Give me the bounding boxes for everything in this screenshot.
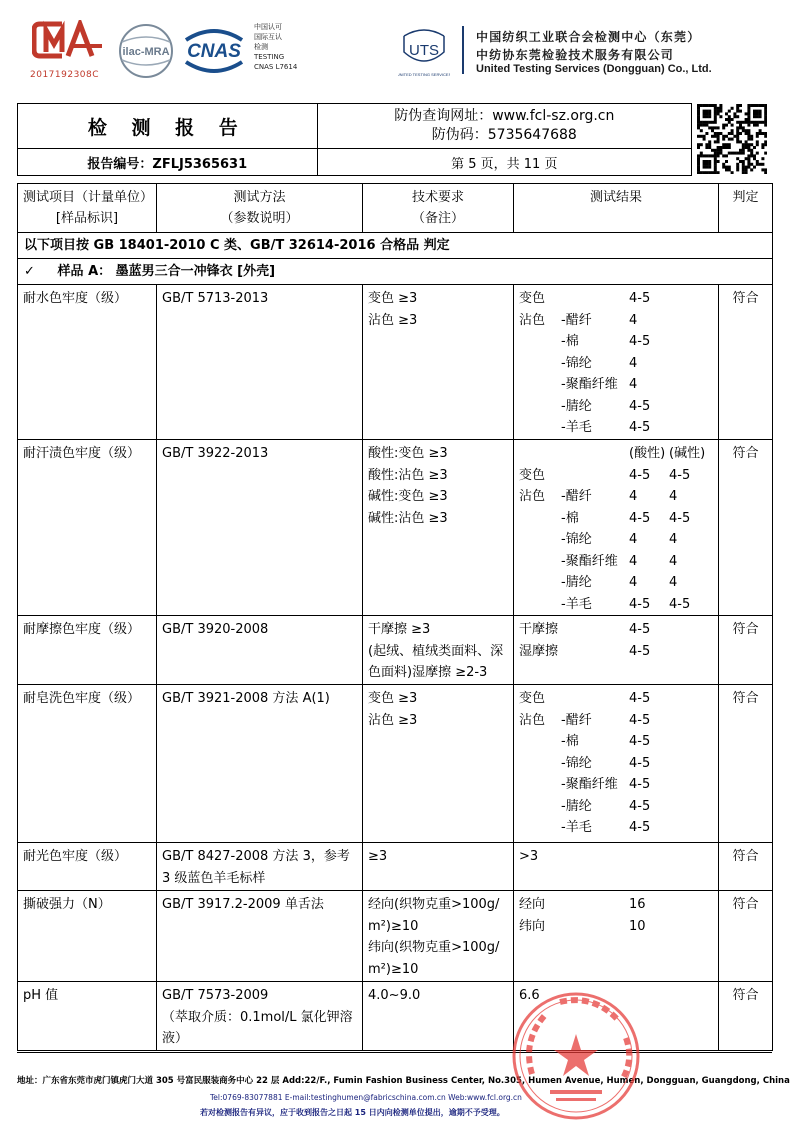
header-text: 测试项目（计量单位）	[23, 190, 154, 205]
method-line: GB/T 7573-2009	[162, 988, 269, 1003]
test-method	[157, 891, 363, 982]
requirement-line: m²)≥10	[368, 961, 419, 977]
col-header-item	[18, 184, 157, 233]
company-cn-1: 中国纺织工业联合会检测中心（东莞）	[476, 30, 701, 44]
result-value: -羊毛	[561, 420, 592, 435]
requirement-line: 沾色 ≥3	[368, 312, 418, 328]
test-method	[157, 440, 363, 616]
accreditation-text	[254, 22, 297, 72]
sample-row	[18, 259, 773, 285]
result-value: 湿摩擦	[519, 643, 559, 659]
judgement: 符合	[719, 440, 773, 616]
company-en: United Testing Services (Dongguan) Co., Ltd.	[476, 63, 712, 75]
table-row	[18, 440, 773, 616]
result-value: 4	[629, 575, 638, 590]
result-value: 4-5	[669, 467, 691, 483]
technical-requirement	[363, 843, 514, 891]
requirement-line: 碱性:沾色 ≥3	[368, 510, 448, 526]
result-line	[519, 508, 713, 530]
result-value: -聚酯纤维	[561, 377, 618, 392]
result-line	[519, 353, 713, 375]
result-line	[519, 796, 713, 818]
table-row	[18, 285, 773, 440]
result-line	[519, 594, 713, 616]
header-text: 测试方法	[233, 190, 286, 205]
result-value: 4-5	[629, 510, 651, 526]
cnas-logo	[178, 24, 250, 76]
result-value: -锦纶	[561, 755, 592, 771]
result-value: 4-5	[629, 398, 651, 414]
result-value: 4-5	[629, 734, 651, 749]
result-value: 4	[669, 532, 678, 547]
test-item: 耐皂洗色牢度（级）	[18, 685, 157, 843]
table-row	[18, 843, 773, 891]
page-info: 第 5 页，共 11 页	[317, 149, 691, 176]
test-method	[157, 685, 363, 843]
test-result	[514, 285, 719, 440]
table-row	[18, 891, 773, 982]
acc-line: 中国认可	[254, 23, 282, 31]
ilac-text: ilac-MRA	[122, 46, 170, 58]
result-value: 4-5	[629, 798, 651, 814]
result-value: 4	[629, 532, 638, 547]
test-result	[514, 685, 719, 843]
result-value: -锦纶	[561, 532, 592, 547]
requirement-line: 纬向(织物克重>100g/	[368, 940, 500, 955]
col-header-judge	[719, 184, 773, 233]
result-value: -羊毛	[561, 820, 592, 835]
acc-line: TESTING	[254, 53, 285, 61]
judgement: 符合	[719, 685, 773, 843]
result-value: -醋纤	[561, 712, 592, 728]
result-value: 变色	[519, 467, 546, 483]
technical-requirement	[363, 982, 514, 1051]
method-line: GB/T 8427-2008 方法 3，参考	[162, 849, 350, 864]
technical-requirement	[363, 440, 514, 616]
result-value: -醋纤	[561, 312, 592, 328]
result-value: 4-5	[669, 510, 691, 526]
test-item: 耐光色牢度（级）	[18, 843, 157, 891]
result-value: -腈纶	[561, 575, 592, 590]
table-header-row	[18, 184, 773, 233]
result-line	[519, 774, 713, 796]
result-value: 变色	[519, 691, 546, 706]
footer-divider	[17, 1052, 772, 1053]
requirement-line: 酸性:变色 ≥3	[368, 446, 448, 461]
anti-fake-url: 防伪查询网址：www.fcl-sz.org.cn	[394, 108, 615, 124]
requirement-line: 碱性:变色 ≥3	[368, 489, 448, 504]
result-value: 4-5	[629, 291, 651, 306]
result-value: -棉	[561, 510, 579, 526]
acc-line: 检测	[254, 43, 268, 51]
result-value: -锦纶	[561, 355, 592, 371]
test-method	[157, 616, 363, 685]
anti-fake-code: 防伪码：5735647688	[431, 127, 577, 143]
result-value: -聚酯纤维	[561, 553, 618, 569]
table-row	[18, 685, 773, 843]
result-value: 4-5	[629, 467, 651, 483]
result-value: 4-5	[629, 643, 651, 659]
col-header-method	[157, 184, 363, 233]
result-line	[519, 443, 713, 465]
standard-row	[18, 233, 773, 259]
result-line	[519, 710, 713, 732]
requirement-line: (起绒、植绒类面料、深	[368, 643, 504, 659]
requirement-line: 4.0~9.0	[368, 988, 421, 1003]
result-line	[519, 529, 713, 551]
result-line	[519, 310, 713, 332]
company-seal	[510, 990, 642, 1122]
header-divider	[462, 26, 464, 74]
result-value: 4-5	[629, 596, 651, 612]
result-value: 4	[669, 553, 678, 569]
ilac-logo	[116, 22, 176, 80]
results-body	[18, 285, 773, 1051]
test-method	[157, 843, 363, 891]
test-method	[157, 285, 363, 440]
requirement-line: 色面料)湿摩擦 ≥2-3	[368, 665, 488, 680]
result-value: 4-5	[629, 622, 651, 637]
result-line	[519, 551, 713, 573]
result-value: 4	[669, 489, 678, 504]
sample-cell	[18, 259, 773, 285]
result-value: 6.6	[519, 988, 540, 1003]
test-result	[514, 440, 719, 616]
uts-logo	[398, 26, 450, 82]
test-result	[514, 891, 719, 982]
result-value: -腈纶	[561, 798, 592, 814]
footer-contact: Tel:0769-83077881 E-mail:testinghumen@fabricschina.com.cn Web:www.fcl.org.cn	[210, 1093, 522, 1102]
result-value: >3	[519, 849, 539, 864]
result-line	[519, 688, 713, 710]
result-line	[519, 894, 713, 916]
method-line: 3 级蓝色羊毛标样	[162, 870, 266, 886]
test-method	[157, 982, 363, 1051]
result-value: -腈纶	[561, 398, 592, 414]
standard-text: 以下项目按 GB 18401-2010 C 类、GB/T 32614-2016 合格品 判定	[18, 233, 773, 259]
judgement: 符合	[719, 616, 773, 685]
result-value: 变色	[519, 291, 546, 306]
result-line	[519, 465, 713, 487]
result-value: -羊毛	[561, 596, 592, 612]
cma-logo	[32, 20, 104, 60]
report-number: 报告编号：ZFLJ5365631	[18, 149, 318, 176]
result-value: 沾色	[519, 489, 546, 504]
result-value: (碱性)	[669, 446, 706, 461]
result-value: 沾色	[519, 312, 546, 328]
method-line: GB/T 3921-2008 方法 A(1)	[162, 691, 330, 706]
requirement-line: 变色 ≥3	[368, 691, 418, 706]
result-value: 4-5	[629, 334, 651, 349]
result-value: 4-5	[629, 777, 651, 792]
result-value: (酸性)	[629, 446, 666, 461]
result-value: 4	[669, 575, 678, 590]
result-value: 10	[629, 918, 646, 934]
result-line	[519, 417, 713, 439]
technical-requirement	[363, 685, 514, 843]
header-text: （备注）	[411, 211, 464, 226]
col-header-result	[514, 184, 719, 233]
header-text: 判定	[732, 190, 759, 205]
technical-requirement	[363, 616, 514, 685]
acc-line: CNAS L7614	[254, 63, 298, 71]
result-line	[519, 731, 713, 753]
requirement-line: ≥3	[368, 849, 388, 864]
result-value: 4-5	[629, 755, 651, 771]
result-line	[519, 486, 713, 508]
result-line	[519, 331, 713, 353]
test-result	[514, 843, 719, 891]
result-value: 4	[629, 377, 638, 392]
judgement: 符合	[719, 843, 773, 891]
uts-logo-caption: UNITED TESTING SERVICES	[398, 72, 450, 77]
result-line	[519, 374, 713, 396]
sample-text: 样品 A： 墨蓝男三合一冲锋衣 [外壳]	[57, 264, 276, 279]
result-value: 4-5	[669, 596, 691, 612]
table-row	[18, 616, 773, 685]
result-line	[519, 916, 713, 938]
method-line: 液）	[162, 1031, 189, 1046]
method-line: （萃取介质：0.1mol/L 氯化钾溶	[162, 1009, 353, 1025]
method-line: GB/T 5713-2013	[162, 291, 269, 306]
result-value: 4	[629, 312, 638, 328]
header-text: 技术要求	[411, 190, 464, 205]
technical-requirement	[363, 285, 514, 440]
result-value: -棉	[561, 334, 579, 349]
report-title: 检 测 报 告	[18, 104, 318, 149]
qr-code	[697, 104, 767, 174]
check-icon: ✓	[24, 264, 35, 279]
result-line	[519, 753, 713, 775]
test-item: 耐摩擦色牢度（级）	[18, 616, 157, 685]
requirement-line: m²)≥10	[368, 918, 419, 934]
result-value: 4	[629, 355, 638, 371]
result-value: 纬向	[519, 918, 546, 934]
report-header-table	[17, 103, 692, 176]
result-value: 4	[629, 489, 638, 504]
header-text: [样品标识]	[55, 211, 119, 226]
cnas-text: CNAS	[187, 41, 241, 62]
result-value: 干摩擦	[519, 622, 559, 637]
footer-address: 地址：广东省东莞市虎门镇虎门大道 305 号富民服装商务中心 22 层 Add:22/F., Fumin Fashion Business Center, No.305, Humen Avenue, Humen, Dongguan, Guangdong, China	[17, 1076, 790, 1086]
result-value: 4	[629, 553, 638, 569]
result-value: -醋纤	[561, 489, 592, 504]
test-item: 撕破强力（N）	[18, 891, 157, 982]
result-line	[519, 641, 713, 663]
technical-requirement	[363, 891, 514, 982]
requirement-line: 经向(织物克重>100g/	[368, 897, 500, 912]
results-table	[17, 183, 773, 1051]
result-value: 经向	[519, 897, 546, 912]
result-value: 4-5	[629, 691, 651, 706]
result-line	[519, 817, 713, 839]
result-value: 4-5	[629, 820, 651, 835]
requirement-line: 变色 ≥3	[368, 291, 418, 306]
header-text: （参数说明）	[220, 211, 299, 226]
method-line: GB/T 3920-2008	[162, 622, 269, 637]
result-value: -棉	[561, 734, 579, 749]
result-line	[519, 396, 713, 418]
result-value: 4-5	[629, 420, 651, 435]
result-value: 16	[629, 897, 646, 912]
uts-logo-text: UTS	[409, 42, 439, 59]
method-line: GB/T 3922-2013	[162, 446, 269, 461]
test-result	[514, 616, 719, 685]
anti-fake-cell	[317, 104, 691, 149]
result-line	[519, 846, 713, 868]
test-item: pH 值	[18, 982, 157, 1051]
acc-line: 国际互认	[254, 33, 282, 41]
result-line	[519, 288, 713, 310]
result-value: 沾色	[519, 712, 546, 728]
judgement: 符合	[719, 891, 773, 982]
cma-number: 2017192308C	[30, 70, 100, 80]
test-item: 耐汗渍色牢度（级）	[18, 440, 157, 616]
requirement-line: 酸性:沾色 ≥3	[368, 467, 448, 483]
result-value: -聚酯纤维	[561, 777, 618, 792]
judgement: 符合	[719, 982, 773, 1051]
company-cn-2: 中纺协东莞检验技术服务有限公司	[476, 48, 675, 62]
requirement-line: 干摩擦 ≥3	[368, 622, 431, 637]
test-item: 耐水色牢度（级）	[18, 285, 157, 440]
result-line	[519, 619, 713, 641]
table-row	[18, 982, 773, 1051]
judgement: 符合	[719, 285, 773, 440]
result-line	[519, 572, 713, 594]
col-header-requirement	[363, 184, 514, 233]
method-line: GB/T 3917.2-2009 单舌法	[162, 897, 324, 912]
footer-notice: 若对检测报告有异议，应于收到报告之日起 15 日内向检测单位提出，逾期不予受理。	[200, 1108, 505, 1117]
header-text: 测试结果	[589, 190, 642, 205]
result-value: 4-5	[629, 712, 651, 728]
requirement-line: 沾色 ≥3	[368, 712, 418, 728]
